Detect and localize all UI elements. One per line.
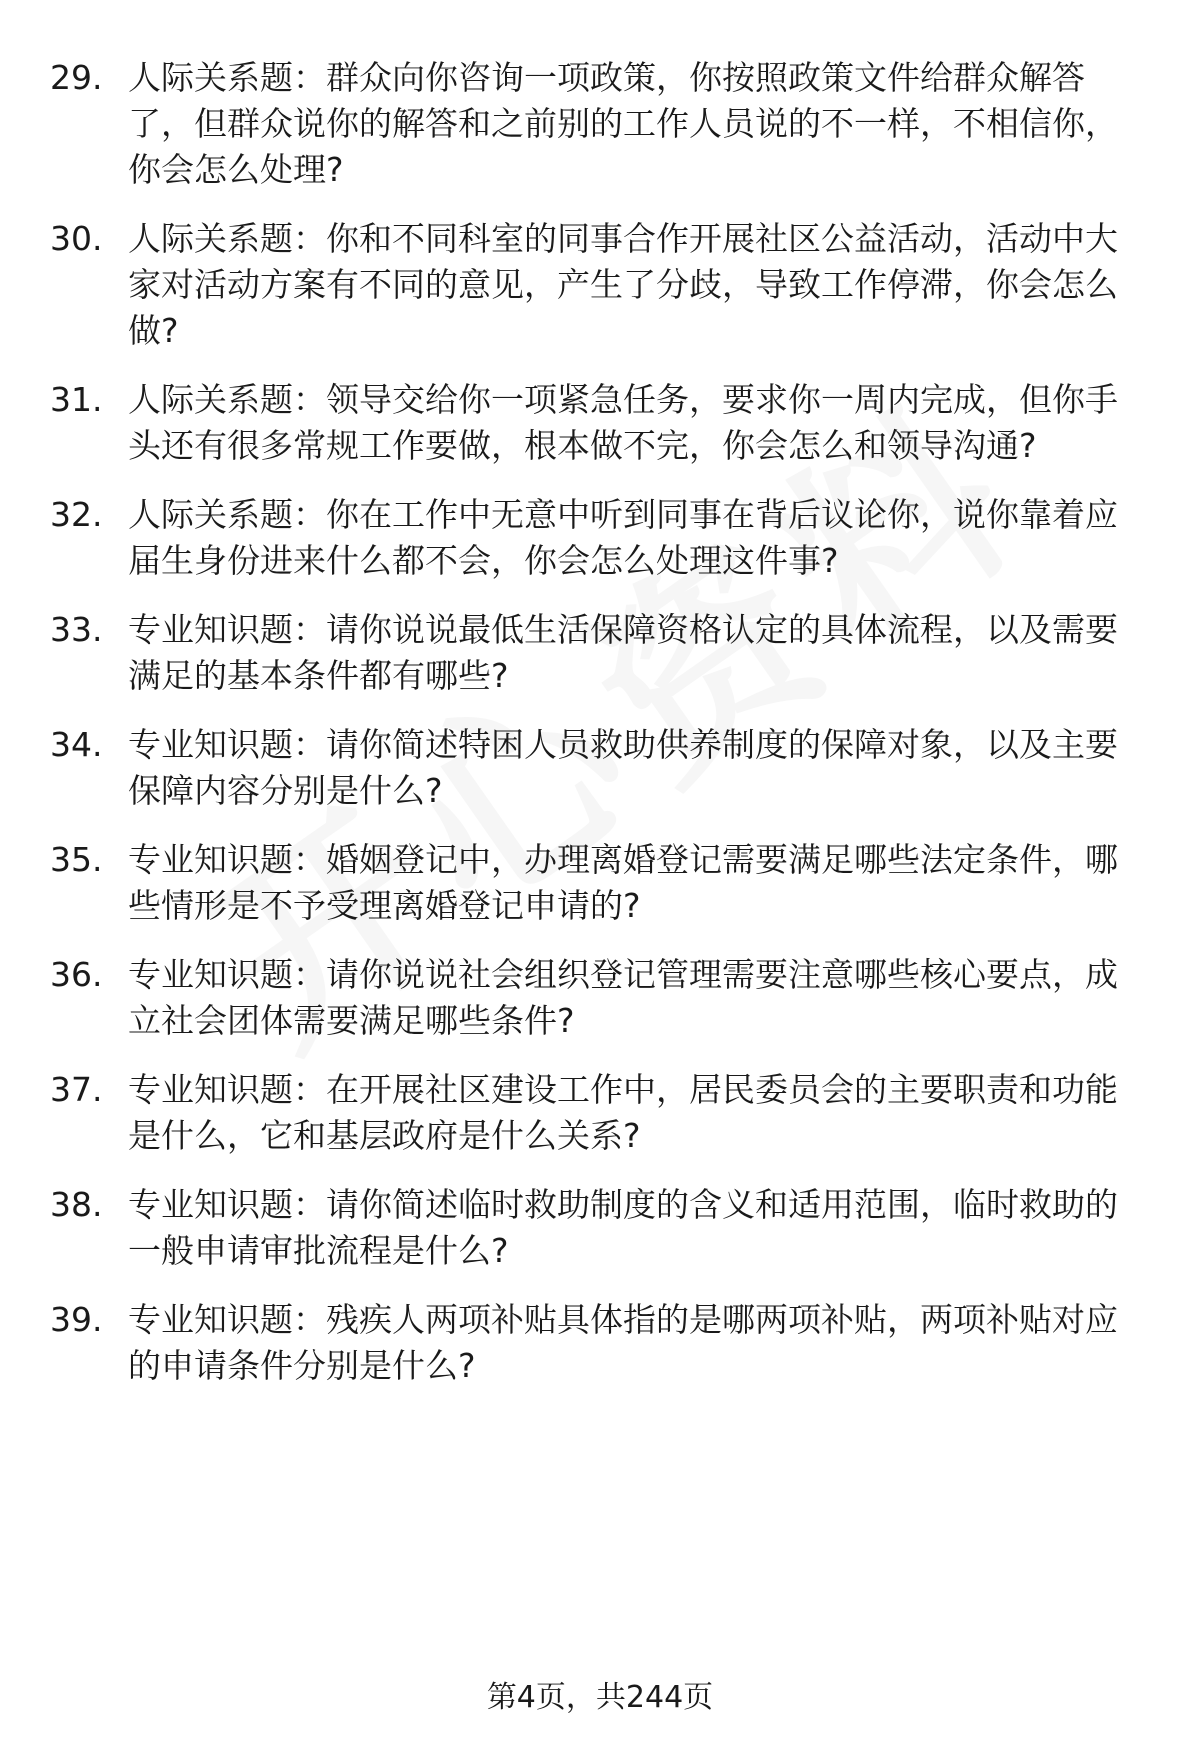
question-number: 37. (50, 1070, 103, 1109)
list-item (0, 1182, 1200, 1274)
question-number: 29. (50, 58, 103, 97)
list-item (0, 837, 1200, 929)
list-item (0, 722, 1200, 814)
list-item (0, 1297, 1200, 1389)
question-text: 专业知识题：请你简述临时救助制度的含义和适用范围，临时救助的一般申请审批流程是什么? (128, 1185, 1118, 1270)
question-text: 专业知识题：请你说说最低生活保障资格认定的具体流程，以及需要满足的基本条件都有哪些? (128, 610, 1118, 695)
list-item (0, 952, 1200, 1044)
question-text: 人际关系题：领导交给你一项紧急任务，要求你一周内完成，但你手头还有很多常规工作要做，根本做不完，你会怎么和领导沟通? (128, 380, 1118, 465)
question-number: 38. (50, 1185, 103, 1224)
question-text: 专业知识题：在开展社区建设工作中，居民委员会的主要职责和功能是什么，它和基层政府是什么关系? (128, 1070, 1118, 1155)
list-item (0, 492, 1200, 584)
question-text: 人际关系题：你在工作中无意中听到同事在背后议论你，说你靠着应届生身份进来什么都不会，你会怎么处理这件事? (128, 495, 1118, 580)
question-number: 36. (50, 955, 103, 994)
question-list (0, 55, 1200, 1412)
question-text: 专业知识题：请你说说社会组织登记管理需要注意哪些核心要点，成立社会团体需要满足哪些条件? (128, 955, 1118, 1040)
question-number: 31. (50, 380, 103, 419)
question-number: 30. (50, 219, 103, 258)
question-number: 39. (50, 1300, 103, 1339)
question-number: 32. (50, 495, 103, 534)
question-text: 专业知识题：请你简述特困人员救助供养制度的保障对象，以及主要保障内容分别是什么? (128, 725, 1118, 810)
page-footer: 第4页，共244页 (486, 1680, 714, 1715)
list-item (0, 55, 1200, 193)
list-item (0, 216, 1200, 354)
question-number: 34. (50, 725, 103, 764)
question-text: 人际关系题：你和不同科室的同事合作开展社区公益活动，活动中大家对活动方案有不同的意见，产生了分歧，导致工作停滞，你会怎么做? (128, 219, 1118, 350)
question-number: 35. (50, 840, 103, 879)
question-text: 人际关系题：群众向你咨询一项政策，你按照政策文件给群众解答了，但群众说你的解答和之前别的工作人员说的不一样，不相信你，你会怎么处理? (128, 58, 1118, 189)
list-item (0, 1067, 1200, 1159)
list-item (0, 607, 1200, 699)
list-item (0, 377, 1200, 469)
question-text: 专业知识题：婚姻登记中，办理离婚登记需要满足哪些法定条件，哪些情形是不予受理离婚登记申请的? (128, 840, 1118, 925)
question-number: 33. (50, 610, 103, 649)
question-text: 专业知识题：残疾人两项补贴具体指的是哪两项补贴，两项补贴对应的申请条件分别是什么? (128, 1300, 1118, 1385)
